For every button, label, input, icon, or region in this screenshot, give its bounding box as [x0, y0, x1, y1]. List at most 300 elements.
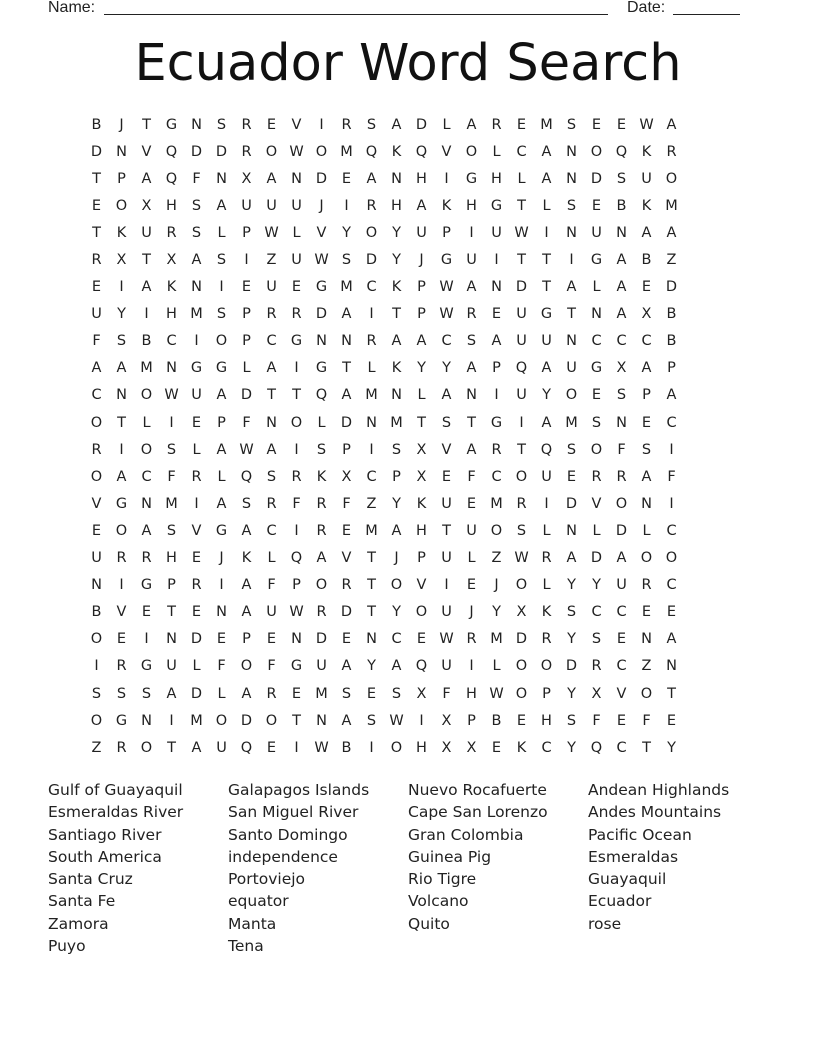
grid-letter[interactable]: N: [291, 631, 302, 648]
grid-letter[interactable]: U: [291, 252, 302, 269]
grid-letter[interactable]: G: [165, 116, 178, 133]
grid-letter[interactable]: Z: [491, 550, 502, 567]
grid-letter[interactable]: E: [441, 468, 452, 485]
grid-letter[interactable]: N: [91, 577, 102, 594]
grid-letter[interactable]: E: [191, 550, 202, 567]
grid-letter[interactable]: I: [119, 279, 124, 296]
grid-letter[interactable]: T: [342, 360, 351, 377]
grid-letter[interactable]: U: [641, 170, 652, 187]
grid-letter[interactable]: K: [516, 739, 527, 756]
grid-letter[interactable]: J: [119, 116, 124, 133]
grid-letter[interactable]: L: [492, 658, 501, 675]
grid-letter[interactable]: G: [590, 252, 603, 269]
grid-letter[interactable]: A: [216, 441, 227, 458]
grid-letter[interactable]: S: [616, 170, 627, 187]
grid-letter[interactable]: V: [416, 577, 427, 594]
grid-letter[interactable]: H: [491, 170, 502, 187]
grid-letter[interactable]: N: [616, 414, 627, 431]
grid-letter[interactable]: Q: [240, 739, 253, 756]
grid-letter[interactable]: A: [241, 522, 252, 539]
grid-letter[interactable]: O: [265, 712, 278, 729]
grid-letter[interactable]: G: [590, 360, 603, 377]
grid-letter[interactable]: T: [442, 522, 451, 539]
grid-letter[interactable]: W: [439, 306, 454, 323]
grid-letter[interactable]: D: [590, 550, 603, 567]
grid-letter[interactable]: B: [666, 306, 677, 323]
grid-letter[interactable]: X: [416, 468, 427, 485]
grid-letter[interactable]: E: [641, 279, 652, 296]
grid-letter[interactable]: Q: [415, 658, 428, 675]
grid-letter[interactable]: C: [591, 604, 602, 621]
grid-letter[interactable]: W: [239, 441, 254, 458]
grid-letter[interactable]: S: [191, 224, 202, 241]
grid-letter[interactable]: O: [565, 387, 578, 404]
grid-letter[interactable]: D: [665, 279, 678, 296]
grid-letter[interactable]: S: [391, 685, 402, 702]
grid-letter[interactable]: W: [514, 224, 529, 241]
grid-letter[interactable]: E: [591, 116, 602, 133]
grid-letter[interactable]: D: [240, 712, 253, 729]
grid-letter[interactable]: D: [515, 279, 528, 296]
grid-letter[interactable]: R: [341, 577, 352, 594]
grid-letter[interactable]: A: [391, 116, 402, 133]
grid-letter[interactable]: E: [591, 387, 602, 404]
grid-letter[interactable]: N: [191, 116, 202, 133]
grid-letter[interactable]: A: [541, 414, 552, 431]
grid-letter[interactable]: N: [391, 387, 402, 404]
grid-letter[interactable]: N: [566, 333, 577, 350]
grid-letter[interactable]: H: [466, 685, 477, 702]
grid-letter[interactable]: N: [391, 170, 402, 187]
grid-letter[interactable]: R: [316, 522, 327, 539]
grid-letter[interactable]: A: [641, 468, 652, 485]
grid-letter[interactable]: P: [417, 306, 426, 323]
grid-letter[interactable]: T: [117, 414, 126, 431]
grid-letter[interactable]: A: [216, 197, 227, 214]
grid-letter[interactable]: Q: [240, 468, 253, 485]
grid-letter[interactable]: L: [192, 658, 201, 675]
grid-letter[interactable]: O: [665, 170, 678, 187]
grid-letter[interactable]: G: [290, 658, 303, 675]
grid-letter[interactable]: H: [166, 306, 177, 323]
grid-letter[interactable]: I: [169, 712, 174, 729]
grid-letter[interactable]: E: [91, 522, 102, 539]
grid-letter[interactable]: O: [515, 468, 528, 485]
grid-letter[interactable]: N: [566, 143, 577, 160]
grid-letter[interactable]: S: [191, 197, 202, 214]
grid-letter[interactable]: R: [341, 116, 352, 133]
grid-letter[interactable]: A: [241, 604, 252, 621]
grid-letter[interactable]: H: [391, 197, 402, 214]
grid-letter[interactable]: T: [142, 116, 151, 133]
grid-letter[interactable]: I: [544, 224, 549, 241]
grid-letter[interactable]: J: [494, 577, 499, 594]
grid-letter[interactable]: Q: [515, 360, 528, 377]
grid-letter[interactable]: V: [616, 685, 627, 702]
grid-letter[interactable]: I: [544, 495, 549, 512]
grid-letter[interactable]: A: [216, 387, 227, 404]
grid-letter[interactable]: P: [242, 333, 251, 350]
grid-letter[interactable]: W: [314, 739, 329, 756]
grid-letter[interactable]: N: [566, 522, 577, 539]
grid-letter[interactable]: O: [665, 550, 678, 567]
grid-letter[interactable]: E: [491, 739, 502, 756]
grid-letter[interactable]: T: [517, 441, 526, 458]
grid-letter[interactable]: I: [444, 170, 449, 187]
grid-letter[interactable]: U: [91, 550, 102, 567]
grid-letter[interactable]: V: [191, 522, 202, 539]
grid-letter[interactable]: U: [266, 197, 277, 214]
grid-letter[interactable]: W: [389, 712, 404, 729]
grid-letter[interactable]: J: [419, 252, 424, 269]
grid-letter[interactable]: F: [617, 441, 626, 458]
grid-letter[interactable]: A: [641, 224, 652, 241]
grid-letter[interactable]: D: [90, 143, 103, 160]
grid-letter[interactable]: X: [116, 252, 127, 269]
grid-letter[interactable]: K: [241, 550, 252, 567]
grid-letter[interactable]: I: [494, 387, 499, 404]
grid-letter[interactable]: E: [241, 279, 252, 296]
grid-letter[interactable]: D: [215, 143, 228, 160]
grid-letter[interactable]: R: [666, 143, 677, 160]
grid-letter[interactable]: L: [292, 224, 301, 241]
grid-letter[interactable]: T: [367, 604, 376, 621]
grid-letter[interactable]: N: [291, 170, 302, 187]
grid-letter[interactable]: P: [167, 577, 176, 594]
grid-letter[interactable]: W: [639, 116, 654, 133]
grid-letter[interactable]: C: [541, 739, 552, 756]
grid-letter[interactable]: N: [666, 658, 677, 675]
grid-letter[interactable]: D: [365, 252, 378, 269]
grid-letter[interactable]: S: [166, 441, 177, 458]
grid-letter[interactable]: H: [416, 739, 427, 756]
grid-letter[interactable]: Y: [367, 658, 376, 675]
grid-letter[interactable]: N: [316, 333, 327, 350]
grid-letter[interactable]: V: [141, 143, 152, 160]
grid-letter[interactable]: A: [266, 360, 277, 377]
grid-letter[interactable]: N: [191, 279, 202, 296]
grid-letter[interactable]: S: [516, 522, 527, 539]
grid-letter[interactable]: S: [341, 685, 352, 702]
grid-letter[interactable]: B: [616, 197, 627, 214]
grid-letter[interactable]: L: [542, 577, 551, 594]
grid-letter[interactable]: A: [141, 170, 152, 187]
grid-letter[interactable]: A: [341, 387, 352, 404]
grid-letter[interactable]: C: [491, 468, 502, 485]
grid-letter[interactable]: R: [116, 550, 127, 567]
grid-letter[interactable]: O: [90, 631, 103, 648]
grid-letter[interactable]: W: [514, 550, 529, 567]
grid-letter[interactable]: M: [540, 116, 553, 133]
grid-letter[interactable]: I: [369, 739, 374, 756]
grid-letter[interactable]: I: [294, 360, 299, 377]
grid-letter[interactable]: E: [641, 604, 652, 621]
grid-letter[interactable]: V: [441, 441, 452, 458]
grid-letter[interactable]: N: [141, 712, 152, 729]
grid-letter[interactable]: L: [317, 414, 326, 431]
grid-letter[interactable]: T: [167, 604, 176, 621]
grid-letter[interactable]: L: [542, 522, 551, 539]
grid-letter[interactable]: B: [91, 116, 102, 133]
grid-letter[interactable]: R: [491, 441, 502, 458]
grid-letter[interactable]: R: [541, 550, 552, 567]
grid-letter[interactable]: A: [341, 306, 352, 323]
grid-letter[interactable]: I: [244, 252, 249, 269]
grid-letter[interactable]: F: [292, 495, 301, 512]
grid-letter[interactable]: E: [266, 739, 277, 756]
grid-letter[interactable]: L: [217, 224, 226, 241]
grid-letter[interactable]: A: [641, 360, 652, 377]
grid-letter[interactable]: N: [166, 631, 177, 648]
grid-letter[interactable]: P: [242, 224, 251, 241]
grid-letter[interactable]: R: [266, 306, 277, 323]
grid-letter[interactable]: I: [669, 495, 674, 512]
grid-letter[interactable]: H: [166, 197, 177, 214]
grid-letter[interactable]: Y: [567, 577, 576, 594]
grid-letter[interactable]: E: [516, 116, 527, 133]
grid-letter[interactable]: X: [416, 685, 427, 702]
grid-letter[interactable]: N: [641, 495, 652, 512]
grid-letter[interactable]: U: [466, 522, 477, 539]
grid-letter[interactable]: U: [291, 197, 302, 214]
grid-letter[interactable]: Y: [492, 604, 501, 621]
grid-letter[interactable]: I: [369, 441, 374, 458]
grid-letter[interactable]: J: [219, 550, 224, 567]
grid-letter[interactable]: K: [641, 197, 652, 214]
grid-letter[interactable]: C: [91, 387, 102, 404]
grid-letter[interactable]: K: [416, 495, 427, 512]
grid-letter[interactable]: R: [591, 468, 602, 485]
grid-letter[interactable]: U: [266, 604, 277, 621]
grid-letter[interactable]: T: [567, 306, 576, 323]
grid-letter[interactable]: I: [119, 441, 124, 458]
grid-letter[interactable]: G: [540, 306, 553, 323]
grid-letter[interactable]: Y: [567, 631, 576, 648]
grid-letter[interactable]: O: [240, 658, 253, 675]
grid-letter[interactable]: O: [90, 712, 103, 729]
grid-letter[interactable]: T: [92, 224, 101, 241]
grid-letter[interactable]: N: [116, 387, 127, 404]
grid-letter[interactable]: N: [316, 712, 327, 729]
grid-letter[interactable]: C: [266, 522, 277, 539]
grid-letter[interactable]: E: [266, 631, 277, 648]
grid-letter[interactable]: F: [667, 468, 676, 485]
grid-letter[interactable]: T: [142, 252, 151, 269]
grid-letter[interactable]: E: [341, 522, 352, 539]
grid-letter[interactable]: M: [315, 685, 328, 702]
grid-letter[interactable]: R: [316, 604, 327, 621]
grid-letter[interactable]: I: [294, 522, 299, 539]
grid-letter[interactable]: O: [515, 577, 528, 594]
grid-letter[interactable]: S: [466, 333, 477, 350]
grid-letter[interactable]: S: [566, 604, 577, 621]
grid-letter[interactable]: R: [366, 197, 377, 214]
grid-letter[interactable]: F: [242, 414, 251, 431]
grid-letter[interactable]: A: [666, 224, 677, 241]
grid-letter[interactable]: A: [666, 631, 677, 648]
grid-letter[interactable]: L: [217, 685, 226, 702]
grid-letter[interactable]: O: [515, 658, 528, 675]
grid-letter[interactable]: A: [166, 685, 177, 702]
grid-letter[interactable]: C: [641, 333, 652, 350]
grid-letter[interactable]: O: [590, 441, 603, 458]
grid-letter[interactable]: U: [616, 577, 627, 594]
grid-letter[interactable]: M: [190, 712, 203, 729]
grid-letter[interactable]: P: [542, 685, 551, 702]
grid-letter[interactable]: N: [141, 495, 152, 512]
grid-letter[interactable]: M: [190, 306, 203, 323]
grid-letter[interactable]: F: [267, 577, 276, 594]
grid-letter[interactable]: A: [441, 387, 452, 404]
grid-letter[interactable]: R: [141, 550, 152, 567]
grid-letter[interactable]: G: [140, 658, 153, 675]
grid-letter[interactable]: T: [417, 414, 426, 431]
grid-letter[interactable]: G: [215, 360, 228, 377]
grid-letter[interactable]: R: [166, 224, 177, 241]
grid-letter[interactable]: N: [341, 333, 352, 350]
grid-letter[interactable]: O: [315, 143, 328, 160]
grid-letter[interactable]: O: [615, 495, 628, 512]
grid-letter[interactable]: U: [416, 224, 427, 241]
grid-letter[interactable]: E: [366, 685, 377, 702]
grid-letter[interactable]: P: [217, 414, 226, 431]
grid-letter[interactable]: W: [439, 279, 454, 296]
grid-letter[interactable]: I: [469, 224, 474, 241]
grid-letter[interactable]: A: [541, 360, 552, 377]
grid-letter[interactable]: R: [241, 116, 252, 133]
grid-letter[interactable]: C: [616, 604, 627, 621]
grid-letter[interactable]: E: [616, 712, 627, 729]
grid-letter[interactable]: O: [140, 739, 153, 756]
grid-letter[interactable]: Q: [415, 143, 428, 160]
grid-letter[interactable]: D: [190, 631, 203, 648]
grid-letter[interactable]: E: [666, 712, 677, 729]
grid-letter[interactable]: R: [466, 306, 477, 323]
grid-letter[interactable]: B: [341, 739, 352, 756]
grid-letter[interactable]: U: [266, 279, 277, 296]
grid-letter[interactable]: E: [491, 306, 502, 323]
grid-letter[interactable]: P: [242, 306, 251, 323]
grid-letter[interactable]: D: [190, 143, 203, 160]
grid-letter[interactable]: D: [590, 170, 603, 187]
grid-letter[interactable]: A: [241, 577, 252, 594]
grid-letter[interactable]: S: [216, 116, 227, 133]
grid-letter[interactable]: P: [292, 577, 301, 594]
grid-letter[interactable]: W: [289, 143, 304, 160]
grid-letter[interactable]: Y: [567, 685, 576, 702]
grid-letter[interactable]: A: [391, 333, 402, 350]
grid-letter[interactable]: A: [616, 252, 627, 269]
grid-letter[interactable]: Z: [666, 252, 677, 269]
grid-letter[interactable]: R: [91, 441, 102, 458]
grid-letter[interactable]: E: [141, 604, 152, 621]
grid-letter[interactable]: L: [142, 414, 151, 431]
grid-letter[interactable]: S: [566, 712, 577, 729]
grid-letter[interactable]: Y: [417, 360, 426, 377]
grid-letter[interactable]: S: [116, 685, 127, 702]
grid-letter[interactable]: E: [116, 631, 127, 648]
grid-letter[interactable]: I: [219, 279, 224, 296]
grid-letter[interactable]: I: [519, 414, 524, 431]
grid-letter[interactable]: L: [517, 170, 526, 187]
grid-letter[interactable]: F: [592, 712, 601, 729]
grid-letter[interactable]: D: [315, 631, 328, 648]
grid-letter[interactable]: X: [141, 197, 152, 214]
grid-letter[interactable]: H: [416, 170, 427, 187]
grid-letter[interactable]: P: [117, 170, 126, 187]
grid-letter[interactable]: T: [517, 252, 526, 269]
grid-letter[interactable]: A: [191, 739, 202, 756]
grid-letter[interactable]: G: [315, 279, 328, 296]
grid-letter[interactable]: Q: [615, 143, 628, 160]
grid-letter[interactable]: H: [541, 712, 552, 729]
grid-letter[interactable]: W: [489, 685, 504, 702]
grid-letter[interactable]: S: [366, 712, 377, 729]
grid-letter[interactable]: C: [266, 333, 277, 350]
grid-letter[interactable]: E: [516, 712, 527, 729]
grid-letter[interactable]: O: [215, 712, 228, 729]
grid-letter[interactable]: P: [442, 224, 451, 241]
grid-letter[interactable]: M: [165, 495, 178, 512]
grid-letter[interactable]: J: [319, 197, 324, 214]
grid-letter[interactable]: H: [416, 522, 427, 539]
grid-letter[interactable]: F: [192, 170, 201, 187]
grid-letter[interactable]: L: [542, 197, 551, 214]
grid-letter[interactable]: L: [467, 550, 476, 567]
grid-letter[interactable]: O: [115, 197, 128, 214]
grid-letter[interactable]: A: [466, 279, 477, 296]
grid-letter[interactable]: I: [419, 712, 424, 729]
grid-letter[interactable]: M: [390, 414, 403, 431]
grid-letter[interactable]: D: [240, 387, 253, 404]
grid-letter[interactable]: Y: [542, 387, 551, 404]
grid-letter[interactable]: C: [616, 333, 627, 350]
grid-letter[interactable]: T: [167, 739, 176, 756]
grid-letter[interactable]: T: [292, 712, 301, 729]
grid-letter[interactable]: U: [216, 739, 227, 756]
grid-letter[interactable]: A: [466, 360, 477, 377]
grid-letter[interactable]: U: [541, 333, 552, 350]
date-line[interactable]: [673, 14, 740, 15]
grid-letter[interactable]: A: [341, 712, 352, 729]
grid-letter[interactable]: D: [415, 116, 428, 133]
grid-letter[interactable]: A: [116, 468, 127, 485]
grid-letter[interactable]: P: [417, 279, 426, 296]
grid-letter[interactable]: I: [319, 116, 324, 133]
grid-letter[interactable]: M: [565, 414, 578, 431]
grid-letter[interactable]: L: [492, 143, 501, 160]
grid-letter[interactable]: O: [465, 143, 478, 160]
grid-letter[interactable]: G: [215, 522, 228, 539]
grid-letter[interactable]: N: [116, 143, 127, 160]
grid-letter[interactable]: E: [191, 414, 202, 431]
grid-letter[interactable]: F: [467, 468, 476, 485]
grid-letter[interactable]: O: [215, 333, 228, 350]
grid-letter[interactable]: Z: [91, 739, 102, 756]
grid-letter[interactable]: S: [591, 631, 602, 648]
grid-letter[interactable]: T: [367, 550, 376, 567]
grid-letter[interactable]: B: [491, 712, 502, 729]
grid-letter[interactable]: A: [491, 333, 502, 350]
grid-letter[interactable]: Q: [165, 143, 178, 160]
grid-letter[interactable]: I: [94, 658, 99, 675]
grid-letter[interactable]: A: [616, 306, 627, 323]
grid-letter[interactable]: M: [340, 143, 353, 160]
grid-letter[interactable]: E: [191, 604, 202, 621]
grid-letter[interactable]: V: [316, 224, 327, 241]
grid-letter[interactable]: U: [516, 333, 527, 350]
grid-letter[interactable]: P: [242, 631, 251, 648]
